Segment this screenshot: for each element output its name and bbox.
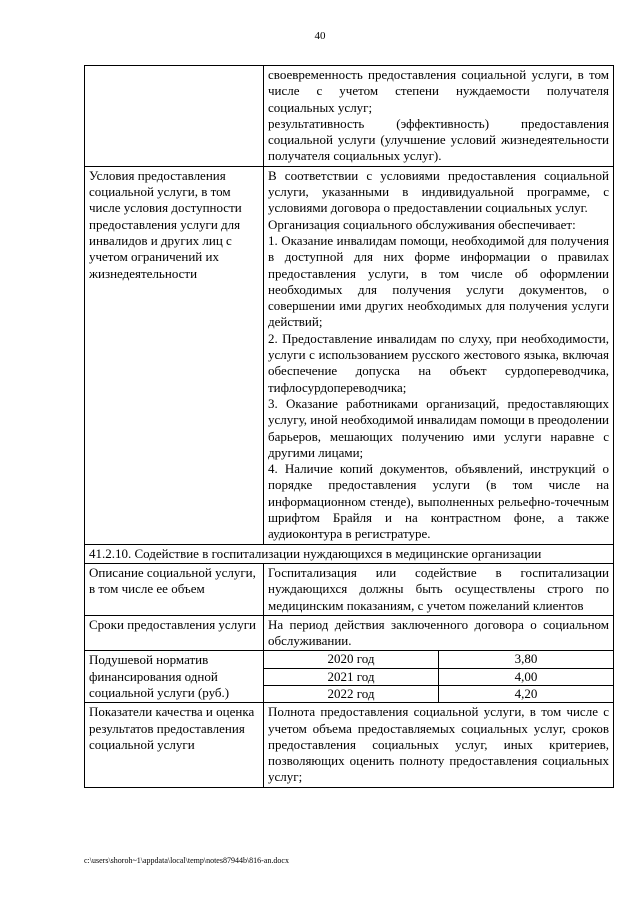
section-heading: 41.2.10. Содействие в госпитализации нуждающихся в медицинские организации [85,544,614,563]
table-row [85,703,614,787]
table-row [85,544,614,563]
norm-row [264,668,613,685]
conditions-cell [264,166,614,544]
terms-text: На период действия заключенного договора о социальном обслуживании. [264,615,614,651]
continuation-cell [264,66,614,167]
conditions-para-4: 2. Предоставление инвалидам по слуху, при необходимости, услуги с использованием русского жестового языка, включая обеспечение допуска на объект сурдопереводчика, тифлосурдопереводчика; [268,330,609,395]
description-text: Госпитализация или содействие в госпитализации нуждающихся должны быть осуществлены строго по медицинским показаниям, с учетом пожеланий клиентов [264,563,614,615]
norm-value: 3,80 [439,651,614,668]
norm-value: 4,20 [439,685,614,702]
norm-year: 2021 год [264,668,439,685]
table-row [85,615,614,651]
norm-table [264,651,613,702]
conditions-para-6: 4. Наличие копий документов, объявлений, инструкций о порядке предоставления услуги (в том числе на информационном стенде), выполненных рельефно-точечным шрифтом Брайля и на контрастном фоне, а также аудиоконтура в регистратуре. [268,461,609,542]
norm-year: 2020 год [264,651,439,668]
conditions-label: Условия предоставления социальной услуги, в том числе условия доступности предоставления услуги для инвалидов и других лиц с учетом ограничений их жизнедеятельности [85,166,264,544]
conditions-para-1: В соответствии с условиями предоставления социальной услуги, указанными в индивидуальной программе, с условиями договора о предоставлении социальных услуг. [268,167,609,216]
conditions-para-2: Организация социального обслуживания обеспечивает: [268,216,576,232]
file-path-footer: c:\users\shoroh~1\appdata\local\temp\notes87944b\816-an.docx [84,856,289,865]
row-label-empty [85,66,264,167]
table-row [85,66,614,167]
conditions-para-3: 1. Оказание инвалидам помощи, необходимой для получения в доступной для них форме информации о правилах предоставления услуги, в том числе об оформлении необходимых для получения услуги документов, о совершении ими других необходимых для получения услуги действий; [268,232,609,330]
norm-value: 4,00 [439,668,614,685]
timeliness-text: своевременность предоставления социальной услуги, в том числе с учетом степени нуждаемости получателя социальных услуг; [268,67,609,115]
terms-label: Сроки предоставления услуги [85,615,264,651]
table-row [85,166,614,544]
norm-row [264,651,613,668]
quality-text: Полнота предоставления социальной услуги, в том числе с учетом объема предоставляемых социальных услуг, сроков предоставления социальных услуг, иных критериев, позволяющих оценить полноту предоставления социальных услуг; [264,703,614,787]
norm-label: Подушевой норматив финансирования одной социальной услуги (руб.) [85,651,264,703]
norm-row [264,685,613,702]
quality-label: Показатели качества и оценка результатов предоставления социальной услуги [85,703,264,787]
description-label: Описание социальной услуги, в том числе ее объем [85,563,264,615]
norm-year: 2022 год [264,685,439,702]
norm-cell [264,651,614,703]
service-table [84,65,614,788]
effectiveness-text: результативность (эффективность) предоставления социальной услуги (улучшение условий жизнедеятельности получателя социальных услуг). [268,115,609,164]
table-row [85,651,614,703]
table-row [85,563,614,615]
conditions-para-5: 3. Оказание работниками организаций, предоставляющих услугу, иной необходимой инвалидам помощи в преодолении барьеров, мешающих получению ими услуги наравне с другими лицами; [268,395,609,460]
page-number: 40 [314,30,326,42]
